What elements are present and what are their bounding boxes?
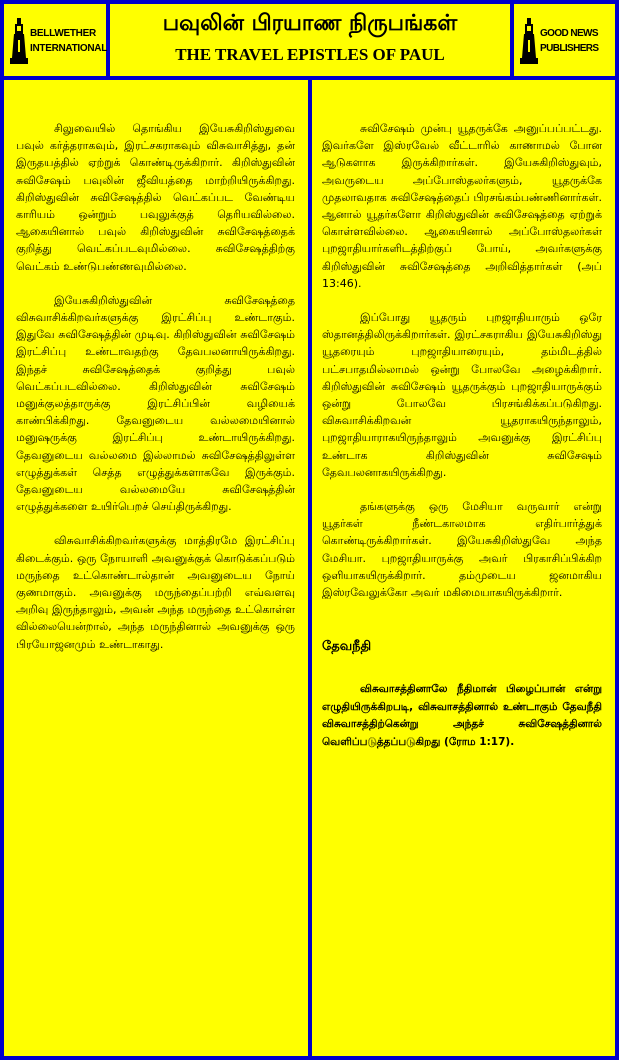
tower-icon bbox=[520, 18, 538, 64]
page-title-english: THE TRAVEL EPISTLES OF PAUL bbox=[175, 45, 445, 64]
left-logo-text bbox=[30, 26, 108, 56]
left-column bbox=[4, 80, 308, 1056]
right-logo-line2: PUBLISHERS bbox=[540, 43, 599, 54]
scripture-quote: விசுவாசத்தினாலே நீதிமான் பிழைப்பான் என்று எழுதியிருக்கிறபடி, விசுவாசத்தினால் உண்டாகும் தேவநீதி விசுவாசத்திற்கென்று அந்தச் சுவிசேஷத்தினால் வெளிப்படுத்தப்படுகிறது (ரோம 1:17). bbox=[322, 683, 602, 748]
page-title-tamil: பவுலின் பிரயாண நிருபங்கள் bbox=[162, 11, 458, 36]
right-logo-text bbox=[540, 26, 612, 56]
tower-icon bbox=[10, 18, 28, 64]
left-logo-line1: BELLWETHER bbox=[30, 28, 96, 39]
header-title-box bbox=[110, 4, 510, 76]
paragraph: இப்போது யூதரும் புறஜாதியாரும் ஒரே ஸ்தானத்திலிருக்கிறார்கள். இரட்சகராகிய இயேசுகிறிஸ்து யூதரையும் புறஜாதியாரையும், தம்மிடத்தில் பட்சபாதமில்லாமல் ஒன்று போலவே அழைக்கிறார். கிறிஸ்துவின் சுவிசேஷம் யூதருக்கும் புறஜாதியாருக்கும் ஒன்று போலவே பிரசங்கிக்கப்படுகிறது. விசுவாசிக்கிறவன் யூதராகயிருந்தாலும், புறஜாதியாராகயிருந்தாலும் அவனுக்கு இரட்சிப்பு உண்டாக கிறிஸ்துவின் சுவிசேஷம் தேவபலனாகயிருக்கிறது. bbox=[322, 311, 602, 479]
good-news-logo bbox=[520, 18, 612, 64]
paragraph: தங்களுக்கு ஒரு மேசியா வருவார் என்று யூதர்கள் நீண்டகாலமாக எதிர்பார்த்துக் கொண்டிருக்கிறார்கள். இயேசுகிறிஸ்துவே அந்த மேசியா. புறஜாதியாருக்கு அவர் பிரகாசிப்பிக்கிற ஒளியாகயிருக்கிறார். தம்முடைய ஜனமாகிய இஸ்ரவேலுக்கோ அவர் மகிமையாகயிருக்கிறார். bbox=[322, 500, 602, 600]
right-logo-box bbox=[514, 4, 615, 76]
right-column bbox=[312, 80, 615, 1056]
paragraph: இயேசுகிறிஸ்துவின் சுவிசேஷத்தை விசுவாசிக்கிறவர்களுக்கு இரட்சிப்பு உண்டாகும். இதுவே சுவிசேஷத்தின் முடிவு. கிறிஸ்துவின் சுவிசேஷம் இரட்சிப்பு உண்டாவதற்கு தேவபலனாயிருக்கிறது. இந்தச் சுவிசேஷத்தைக் குறித்து பவுல் வெட்கப்படவில்லை. கிறிஸ்துவின் சுவிசேஷம் மனுக்குலத்தாருக்கு இரட்சிப்பின் வழியைக் காண்பிக்கிறது. தேவனுடைய வல்லமையினால் மனுஷருக்கு இரட்சிப்பு உண்டாயிருக்கிறது. தேவனுடைய வல்லமை இல்லாமல் சுவிசேஷத்திலுள்ள எழுத்துக்கள் செத்த எழுத்துக்களாகவே இருக்கும். தேவனுடைய வல்லமையே சுவிசேஷத்தின் எழுத்துக்களை உயிர்பெறச் செய்திருக்கிறது. bbox=[16, 293, 295, 514]
paragraph: விசுவாசிக்கிறவர்களுக்கு மாத்திரமே இரட்சிப்பு கிடைக்கும். ஒரு நோயாளி அவனுக்குக் கொடுக்கப்படும் மருந்தை உட்கொண்டால்தான் அவனுடைய நோய் குணமாகும். அவனுக்கு மருந்தைப்பற்றி எவ்வளவு அறிவு இருந்தாலும், அவன் அந்த மருந்தை உட்கொள்ள வில்லையென்றால், அந்த மருந்தினால் அவனுக்கு ஒரு பிரயோஜனமும் உண்டாகாது. bbox=[16, 534, 295, 651]
paragraph: சுவிசேஷம் முன்பு யூதருக்கே அனுப்பப்பட்டது. இவர்களே இஸ்ரவேல் வீட்டாரில் காணாமல் போன ஆடுகளாக இருக்கிறார்கள். இயேசுகிறிஸ்துவும், அவருடைய அப்போஸ்தலர்களும், யூதருக்கே முதலாவதாக சுவிசேஷத்தைப் பிரசங்கம்பண்ணினார்கள். ஆனால் யூதர்களோ கிறிஸ்துவின் சுவிசேஷத்தை ஏற்றுக் கொள்ளவில்லை. ஆகையினால் அப்போஸ்தலர்கள் புறஜாதியார்களிடத்திற்குப் போய், அவர்களுக்கு கிறிஸ்துவின் சுவிசேஷத்தை அறிவித்தார்கள் (அப் 13:46). bbox=[322, 122, 602, 290]
bellwether-logo bbox=[10, 18, 108, 64]
left-column-text bbox=[16, 120, 295, 653]
right-column-text bbox=[322, 120, 602, 751]
left-logo-line2: INTERNATIONAL bbox=[30, 43, 108, 54]
right-logo-line1: GOOD NEWS bbox=[540, 28, 598, 39]
left-logo-box bbox=[4, 4, 106, 76]
section-heading: தேவநீதி bbox=[322, 639, 372, 655]
paragraph: சிலுவையில் தொங்கிய இயேசுகிறிஸ்துவை பவுல் கர்த்தராகவும், இரட்சகராகவும் விசுவாசித்து, தன் இருதயத்தில் ஏற்றுக் கொண்டிருக்கிறார். கிறிஸ்துவின் சுவிசேஷம் பவுலின் ஜீவியத்தை மாற்றியிருக்கிறது. கிறிஸ்துவின் சுவிசேஷத்தில் வெட்கப்பட வேண்டிய காரியம் ஒன்றும் பவுலுக்குத் தெரியவில்லை. ஆகையினால் பவுல் கிறிஸ்துவின் சுவிசேஷத்தைக் குறித்து வெட்கப்படவுமில்லை. சுவிசேஷத்திற்கு வெட்கம் உண்டுபண்ணவுமில்லை. bbox=[16, 122, 295, 273]
